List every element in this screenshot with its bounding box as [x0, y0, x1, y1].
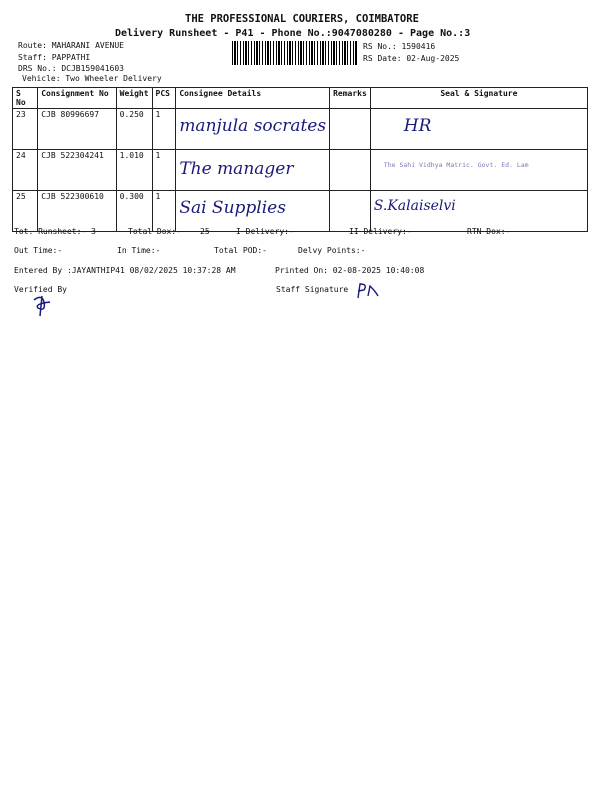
rs-number: RS No.: 1590416	[363, 42, 436, 51]
total-dox-value: 25	[200, 227, 210, 236]
consignee-handwriting: The manager	[179, 159, 294, 179]
col-seal-signature: Seal & Signature	[370, 88, 587, 109]
row-sno: 25	[13, 191, 38, 232]
route-label: Route: MAHARANI AVENUE	[18, 41, 124, 50]
signature-handwriting: HR	[403, 116, 432, 136]
staff-signature-mark	[354, 282, 380, 300]
return-dox: RTN Dox:-	[467, 227, 511, 236]
row-weight: 0.250	[116, 109, 152, 150]
row-remarks	[330, 150, 371, 191]
row-consignee	[176, 191, 330, 232]
first-delivery: I Delivery:-	[236, 227, 294, 236]
consignee-handwriting: manjula socrates	[179, 116, 327, 136]
staff-signature-label: Staff Signature	[276, 285, 349, 294]
col-consignment: Consignment No	[38, 88, 116, 109]
rs-date: RS Date: 02-Aug-2025	[363, 54, 460, 63]
runsheet-subtitle: Delivery Runsheet - P41 - Phone No.:9047080280 - Page No.:3	[115, 28, 471, 39]
col-sno: S No	[13, 88, 38, 109]
total-runsheet: Tot. Runsheet:- 3	[14, 227, 96, 236]
total-dox-label: Total Dox:-	[128, 227, 181, 236]
printed-on: Printed On: 02-08-2025 10:40:08	[275, 266, 425, 275]
row-weight: 0.300	[116, 191, 152, 232]
table-row	[13, 109, 588, 150]
row-consignment: CJB 522300610	[38, 191, 116, 232]
col-weight: Weight	[116, 88, 152, 109]
table-row	[13, 150, 588, 191]
row-sno: 24	[13, 150, 38, 191]
consignee-handwriting: Sai Supplies	[179, 198, 286, 218]
verified-signature-mark	[28, 292, 58, 318]
entered-by: Entered By :JAYANTHIP41 08/02/2025 10:37:28 AM	[14, 266, 236, 275]
runsheet-table	[12, 87, 588, 232]
row-remarks	[330, 191, 371, 232]
col-remarks: Remarks	[330, 88, 371, 109]
company-title: THE PROFESSIONAL COURIERS, COIMBATORE	[185, 13, 419, 25]
row-weight: 1.010	[116, 150, 152, 191]
in-time: In Time:-	[117, 246, 161, 255]
row-consignee	[176, 150, 330, 191]
vehicle-label: Vehicle: Two Wheeler Delivery	[22, 74, 162, 83]
row-remarks	[330, 109, 371, 150]
row-signature	[370, 150, 587, 191]
institution-stamp: The Sahi Vidhya Matric. Govt. Ed. Lam	[383, 161, 529, 169]
row-pcs: 1	[152, 150, 176, 191]
row-consignment: CJB 80996697	[38, 109, 116, 150]
out-time: Out Time:-	[14, 246, 63, 255]
col-pcs: PCS	[152, 88, 176, 109]
second-delivery: II Delivery:-	[349, 227, 412, 236]
row-pcs: 1	[152, 109, 176, 150]
row-sno: 23	[13, 109, 38, 150]
barcode-image	[232, 41, 357, 65]
signature-handwriting: S.Kalaiselvi	[373, 198, 456, 214]
drs-number: DRS No.: DCJB159041603	[18, 64, 124, 73]
total-pod: Total POD:-	[214, 246, 267, 255]
row-signature	[370, 109, 587, 150]
row-pcs: 1	[152, 191, 176, 232]
col-consignee: Consignee Details	[176, 88, 330, 109]
staff-label: Staff: PAPPATHI	[18, 53, 91, 62]
verified-by-label: Verified By	[14, 285, 67, 294]
table-header-row	[13, 88, 588, 109]
row-signature	[370, 191, 587, 232]
table-row	[13, 191, 588, 232]
row-consignment: CJB 522304241	[38, 150, 116, 191]
delivery-points: Delvy Points:-	[298, 246, 366, 255]
row-consignee	[176, 109, 330, 150]
